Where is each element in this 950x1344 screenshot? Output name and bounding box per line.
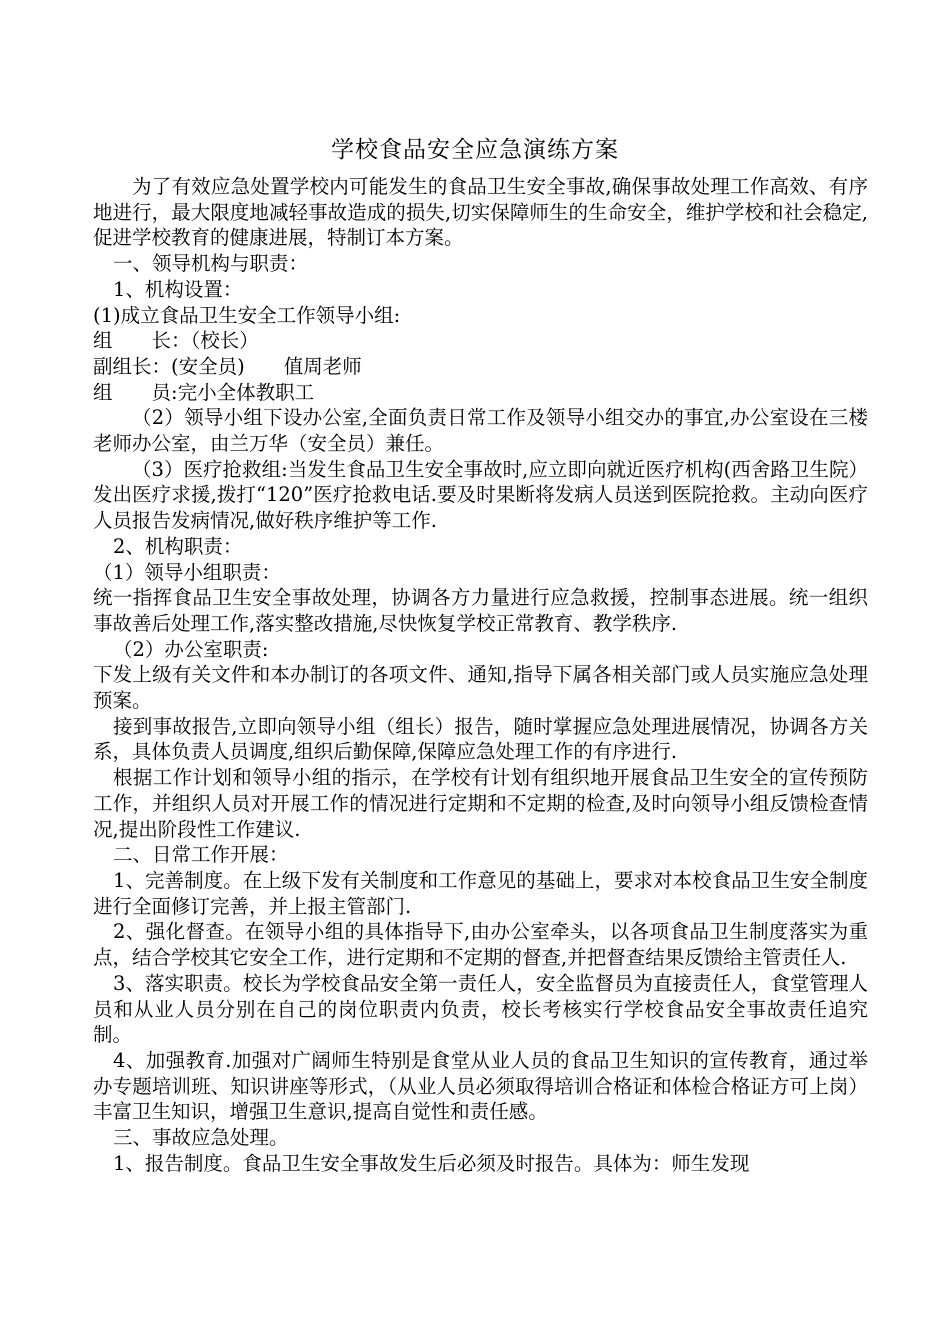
paragraph: 2、强化督查。在领导小组的具体指导下,由办公室牵头，以各项食品卫生制度落实为重点，结合学校其它安全工作，进行定期和不定期的督查,并把督查结果反馈给主管责任人. [93,920,868,970]
section-heading-3: 三、事故应急处理。 [113,1126,289,1150]
paragraph: 统一指挥食品卫生安全事故处理，协调各方力量进行应急救援，控制事态进展。统一组织事故善后处理工作,落实整改措施,尽快恢复学校正常教育、教学秩序. [93,586,868,635]
paragraph: 根据工作计划和领导小组的指示，在学校有计划有组织地开展食品卫生安全的宣传预防工作，并组织人员对开展工作的情况进行定期和不定期的检查,及时向领导小组反馈检查情况,提出阶段性工作建议. [93,766,868,841]
paragraph: (1)成立食品卫生安全工作领导小组: [93,303,401,327]
paragraph-members: 组 员:完小全体教职工 [93,380,315,404]
section-heading-1: 一、领导机构与职责： [113,252,309,276]
paragraph: （2）办公室职责: [113,637,269,661]
document-body [93,174,868,1176]
paragraph: 接到事故报告,立即向领导小组（组长）报告，随时掌握应急处理进展情况，协调各方关系，具体负责人员调度,组织后勤保障,保障应急处理工作的有序进行. [93,714,868,764]
paragraph: 4、加强教育.加强对广阔师生特别是食堂从业人员的食品卫生知识的宣传教育，通过举办专题培训班、知识讲座等形式，（从业人员必须取得培训合格证和体检合格证方可上岗）丰富卫生知识，增强卫生意识,提高自觉性和责任感。 [93,1048,868,1124]
paragraph: 3、落实职责。校长为学校食品安全第一责任人，安全监督员为直接责任人，食堂管理人员和从业人员分别在自己的岗位职责内负责，校长考核实行学校食品安全事故责任追究制。 [93,971,868,1047]
subsection-heading: 1、机构设置： [113,277,243,301]
paragraph: （3）医疗抢救组:当发生食品卫生安全事故时,应立即向就近医疗机构(西舍路卫生院）发出医疗求援,拨打“120”医疗抢救电话.要及时果断将发病人员送到医院抢救。主动向医疗人员报告发病情况,做好秩序维护等工作. [93,457,868,533]
document-title: 学校食品安全应急演练方案 [331,137,619,163]
paragraph-intro: 为了有效应急处置学校内可能发生的食品卫生安全事故,确保事故处理工作高效、有序地进行，最大限度地减轻事故造成的损失,切实保障师生的生命安全，维护学校和社会稳定,促进学校教育的健康进展，特制订本方案。 [93,175,868,250]
paragraph: 下发上级有关文件和本办制订的各项文件、通知,指导下属各相关部门或人员实施应急处理预案。 [93,663,868,713]
paragraph-team-leader: 组 长：（校长） [93,329,259,353]
section-heading-2: 二、日常工作开展： [113,843,289,867]
paragraph: （1）领导小组职责： [93,560,281,584]
paragraph: （2）领导小组下设办公室,全面负责日常工作及领导小组交办的事宜,办公室设在三楼老师办公室，由兰万华（安全员）兼任。 [93,406,868,456]
paragraph: 1、报告制度。食品卫生安全事故发生后必须及时报告。具体为：师生发现 [113,1151,750,1175]
subsection-heading: 2、机构职责： [113,534,243,558]
paragraph: 1、完善制度。在上级下发有关制度和工作意见的基础上，要求对本校食品卫生安全制度进行全面修订完善，并上报主管部门. [93,868,868,918]
paragraph-deputy-leader: 副组长：(安全员) 值周老师 [93,354,362,378]
